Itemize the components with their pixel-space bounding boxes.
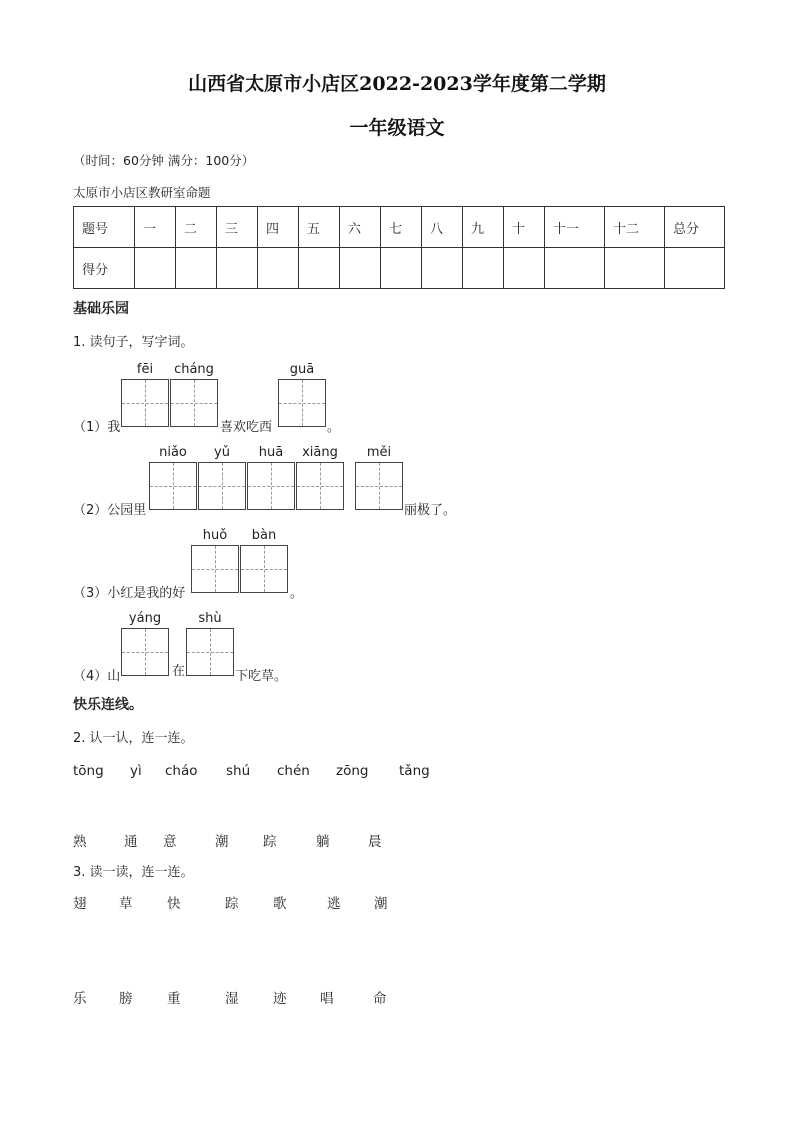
table-cell: 得分 — [74, 248, 135, 289]
score-input-cell[interactable] — [381, 248, 422, 289]
writing-grid-box[interactable] — [186, 628, 234, 676]
table-cell: 八 — [422, 207, 463, 248]
pinyin-item[interactable]: cháo — [165, 763, 198, 779]
character-item[interactable]: 意 — [163, 834, 177, 850]
character-item[interactable]: 草 — [119, 896, 133, 912]
table-cell: 六 — [340, 207, 381, 248]
pinyin-item[interactable]: tǎng — [399, 763, 430, 779]
pinyin-label: měi — [366, 445, 392, 460]
pinyin-label: fēi — [136, 362, 154, 377]
exam-info: （时间：60分钟 满分：100分） — [73, 153, 255, 168]
pinyin-label: huā — [258, 445, 284, 460]
character-item[interactable]: 躺 — [316, 834, 330, 850]
table-cell: 七 — [381, 207, 422, 248]
question-prompt: 2. 认一认，连一连。 — [73, 731, 194, 746]
pinyin-item[interactable]: yì — [130, 763, 142, 779]
writing-grid-box[interactable] — [240, 545, 288, 593]
score-table — [73, 206, 725, 289]
table-cell: 总分 — [665, 207, 725, 248]
score-input-cell[interactable] — [217, 248, 258, 289]
table-cell: 题号 — [74, 207, 135, 248]
character-item[interactable]: 潮 — [374, 896, 388, 912]
sentence-text: 丽极了。 — [404, 503, 457, 518]
sentence-label: （1）我 — [73, 420, 121, 435]
sentence-label: （2）公园里 — [73, 503, 147, 518]
character-item[interactable]: 歌 — [273, 896, 287, 912]
question-prompt: 1. 读句子，写字词。 — [73, 335, 194, 350]
writing-grid-box[interactable] — [296, 462, 344, 510]
score-table-header-row — [74, 207, 725, 248]
sentence-text: 在 — [172, 664, 186, 679]
score-input-cell[interactable] — [665, 248, 725, 289]
writing-grid-box[interactable] — [170, 379, 218, 427]
character-item[interactable]: 唱 — [320, 991, 334, 1007]
pinyin-label: niǎo — [159, 445, 187, 460]
table-cell: 九 — [463, 207, 504, 248]
pinyin-label: huǒ — [202, 528, 228, 543]
sentence-text: 喜欢吃西 — [220, 420, 273, 435]
table-cell: 一 — [135, 207, 176, 248]
writing-grid-box[interactable] — [198, 462, 246, 510]
sentence-label: （3）小红是我的好 — [73, 586, 186, 601]
section-heading: 快乐连线。 — [73, 697, 143, 713]
table-cell: 十一 — [545, 207, 605, 248]
pinyin-label: yáng — [128, 611, 162, 626]
table-cell: 三 — [217, 207, 258, 248]
page-subtitle: 一年级语文 — [349, 117, 445, 139]
character-item[interactable]: 通 — [124, 834, 138, 850]
table-cell: 五 — [299, 207, 340, 248]
character-item[interactable]: 快 — [167, 896, 181, 912]
table-cell: 二 — [176, 207, 217, 248]
character-item[interactable]: 潮 — [215, 834, 229, 850]
character-item[interactable]: 乐 — [73, 991, 87, 1007]
writing-grid-box[interactable] — [149, 462, 197, 510]
score-input-cell[interactable] — [135, 248, 176, 289]
pinyin-label: guā — [289, 362, 315, 377]
sentence-text: 下吃草。 — [235, 669, 288, 684]
sentence-text: 。 — [290, 586, 304, 601]
page-title: 山西省太原市小店区2022-2023学年度第二学期 — [188, 73, 606, 95]
character-item[interactable]: 迹 — [273, 991, 287, 1007]
score-input-cell[interactable] — [422, 248, 463, 289]
sentence-label: （4）山 — [73, 669, 121, 684]
exam-author: 太原市小店区教研室命题 — [73, 185, 211, 200]
character-item[interactable]: 命 — [373, 991, 387, 1007]
writing-grid-box[interactable] — [355, 462, 403, 510]
character-item[interactable]: 翅 — [73, 896, 87, 912]
score-input-cell[interactable] — [504, 248, 545, 289]
score-input-cell[interactable] — [605, 248, 665, 289]
score-input-cell[interactable] — [299, 248, 340, 289]
pinyin-label: shù — [198, 611, 222, 626]
writing-grid-box[interactable] — [278, 379, 326, 427]
question-prompt: 3. 读一读，连一连。 — [73, 865, 194, 880]
score-table-score-row — [74, 248, 725, 289]
pinyin-item[interactable]: shú — [226, 763, 251, 779]
character-item[interactable]: 湿 — [225, 991, 239, 1007]
character-item[interactable]: 踪 — [263, 834, 277, 850]
table-cell: 十 — [504, 207, 545, 248]
pinyin-label: xiāng — [302, 445, 338, 460]
character-item[interactable]: 膀 — [119, 991, 133, 1007]
score-input-cell[interactable] — [545, 248, 605, 289]
writing-grid-box[interactable] — [121, 628, 169, 676]
writing-grid-box[interactable] — [121, 379, 169, 427]
character-item[interactable]: 熟 — [73, 834, 87, 850]
pinyin-label: yǔ — [214, 445, 230, 460]
score-input-cell[interactable] — [176, 248, 217, 289]
character-item[interactable]: 重 — [167, 991, 181, 1007]
sentence-text: 。 — [327, 420, 341, 435]
character-item[interactable]: 晨 — [368, 834, 382, 850]
pinyin-item[interactable]: chén — [277, 763, 310, 779]
table-cell: 十二 — [605, 207, 665, 248]
table-cell: 四 — [258, 207, 299, 248]
writing-grid-box[interactable] — [191, 545, 239, 593]
writing-grid-box[interactable] — [247, 462, 295, 510]
pinyin-item[interactable]: zōng — [336, 763, 369, 779]
pinyin-label: bàn — [251, 528, 277, 543]
score-input-cell[interactable] — [463, 248, 504, 289]
pinyin-item[interactable]: tōng — [73, 763, 104, 779]
character-item[interactable]: 踪 — [225, 896, 239, 912]
section-heading: 基础乐园 — [73, 301, 129, 317]
character-item[interactable]: 逃 — [327, 896, 341, 912]
score-input-cell[interactable] — [340, 248, 381, 289]
score-input-cell[interactable] — [258, 248, 299, 289]
pinyin-label: cháng — [174, 362, 214, 377]
